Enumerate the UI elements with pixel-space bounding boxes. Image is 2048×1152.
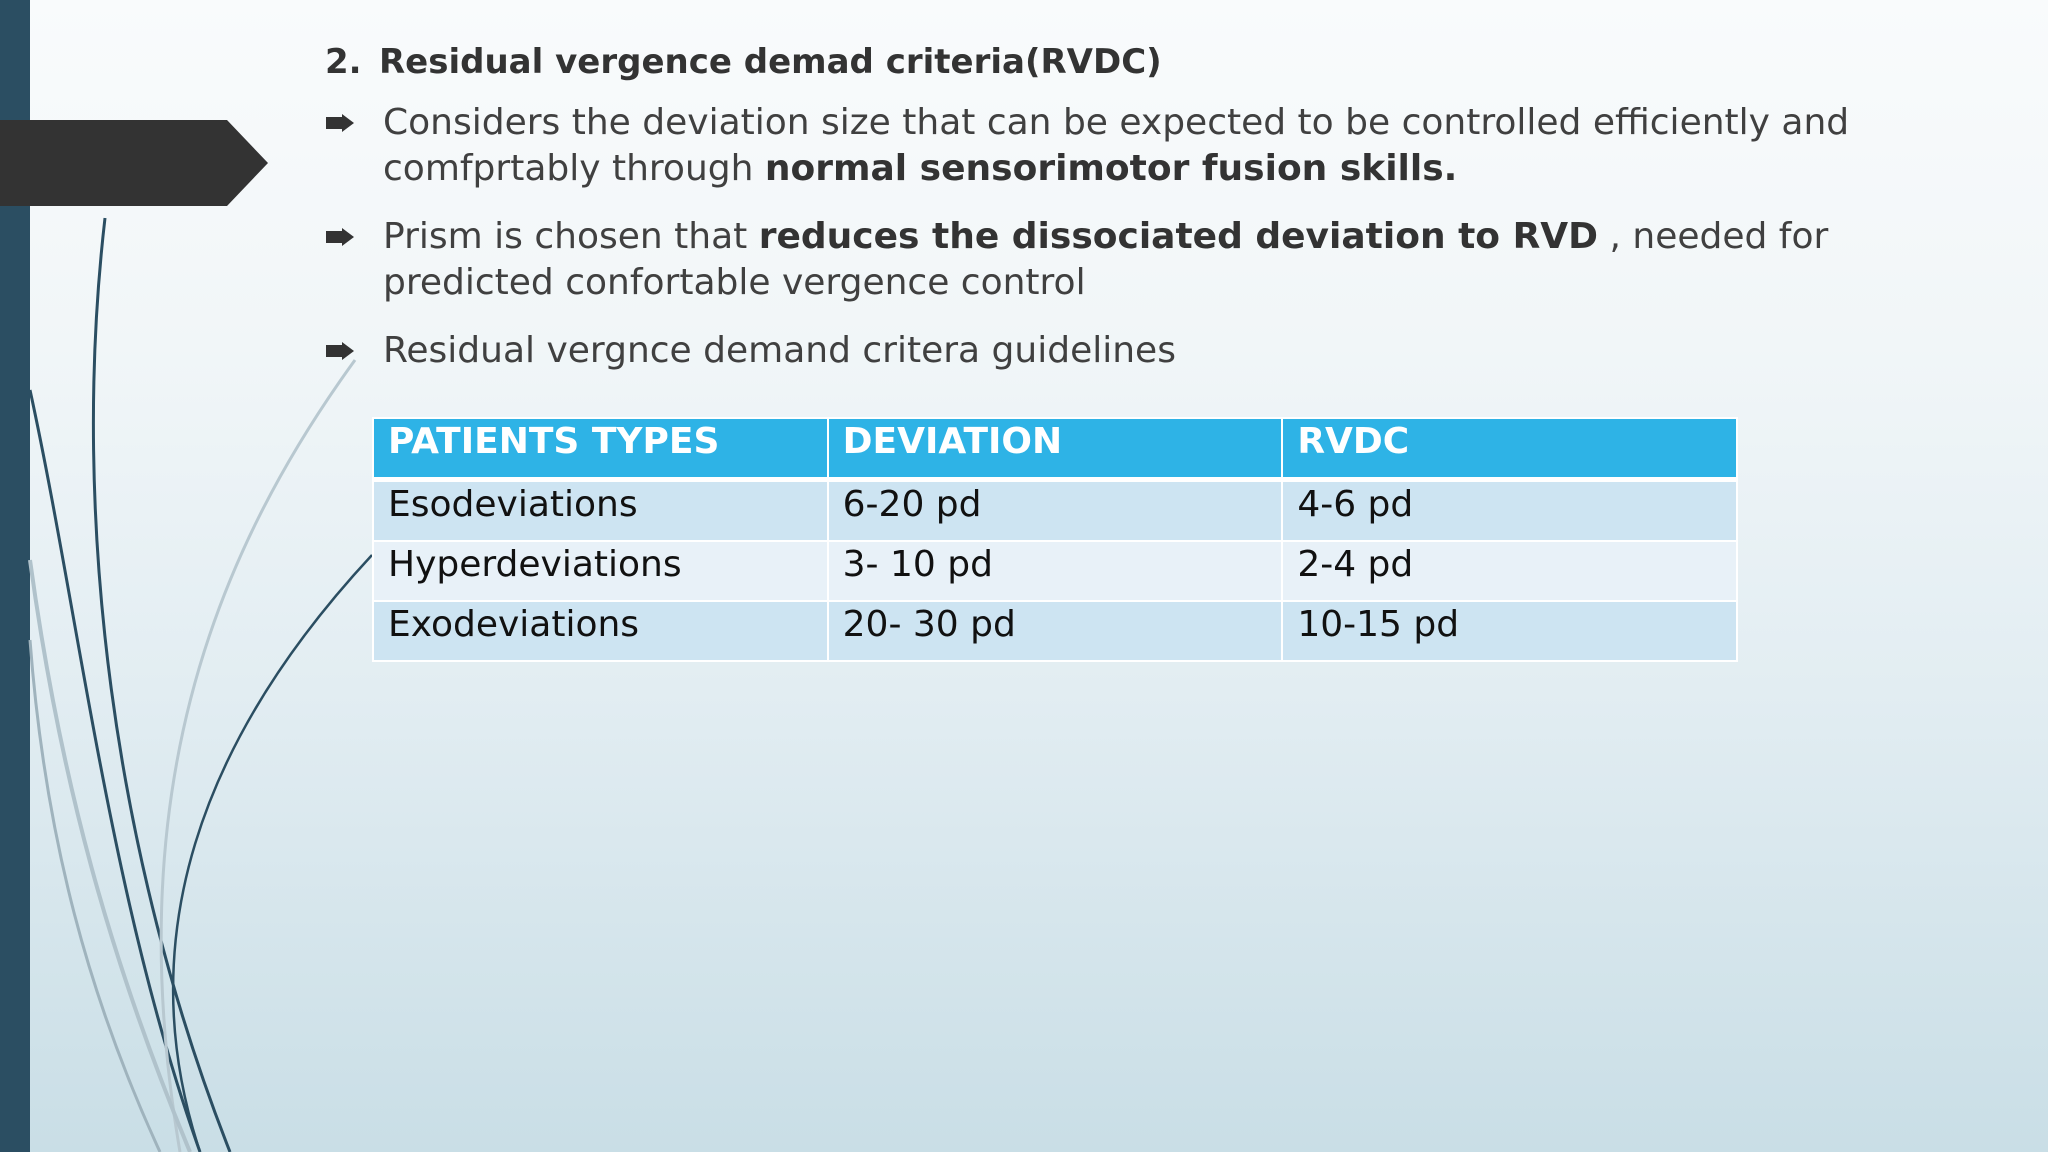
column-header-patient-types: PATIENTS TYPES bbox=[373, 418, 828, 480]
cell-rvdc: 2-4 pd bbox=[1282, 541, 1737, 601]
slide-heading bbox=[325, 40, 1880, 84]
table-row bbox=[373, 601, 1737, 661]
bullet-text: Prism is chosen that bbox=[383, 216, 759, 258]
cell-patient-type: Exodeviations bbox=[373, 601, 828, 661]
bullet-item bbox=[320, 214, 1880, 306]
column-header-deviation: DEVIATION bbox=[828, 418, 1283, 480]
cell-deviation: 20- 30 pd bbox=[828, 601, 1283, 661]
arrow-right-icon bbox=[326, 114, 354, 132]
bullet-text: , needed for predicted confortable vergence control bbox=[383, 216, 1829, 304]
slide-content bbox=[320, 40, 1880, 396]
bullet-item bbox=[320, 328, 1880, 374]
arrow-right-icon bbox=[326, 342, 354, 360]
bullet-bold-text: reduces the dissociated deviation to RVD bbox=[758, 216, 1599, 258]
cell-patient-type: Esodeviations bbox=[373, 480, 828, 542]
arrow-right-icon bbox=[326, 228, 354, 246]
cell-deviation: 3- 10 pd bbox=[828, 541, 1283, 601]
column-header-rvdc: RVDC bbox=[1282, 418, 1737, 480]
cell-patient-type: Hyperdeviations bbox=[373, 541, 828, 601]
cell-rvdc: 10-15 pd bbox=[1282, 601, 1737, 661]
bullet-bold-text: normal sensorimotor fusion skills. bbox=[764, 148, 1458, 190]
table-row bbox=[373, 480, 1737, 542]
table-header-row bbox=[373, 418, 1737, 480]
bullet-text: Considers the deviation size that can be expected to be controlled efficiently and comfprtably through bbox=[383, 102, 1850, 190]
bullet-text: Residual vergnce demand critera guidelines bbox=[383, 330, 1176, 372]
heading-number: 2. bbox=[325, 42, 362, 82]
flag-banner-shape bbox=[0, 120, 270, 206]
cell-deviation: 6-20 pd bbox=[828, 480, 1283, 542]
table-row bbox=[373, 541, 1737, 601]
rvdc-guidelines-table bbox=[372, 417, 1738, 662]
heading-text: Residual vergence demad criteria(RVDC) bbox=[379, 42, 1162, 82]
cell-rvdc: 4-6 pd bbox=[1282, 480, 1737, 542]
bullet-item bbox=[320, 100, 1880, 192]
